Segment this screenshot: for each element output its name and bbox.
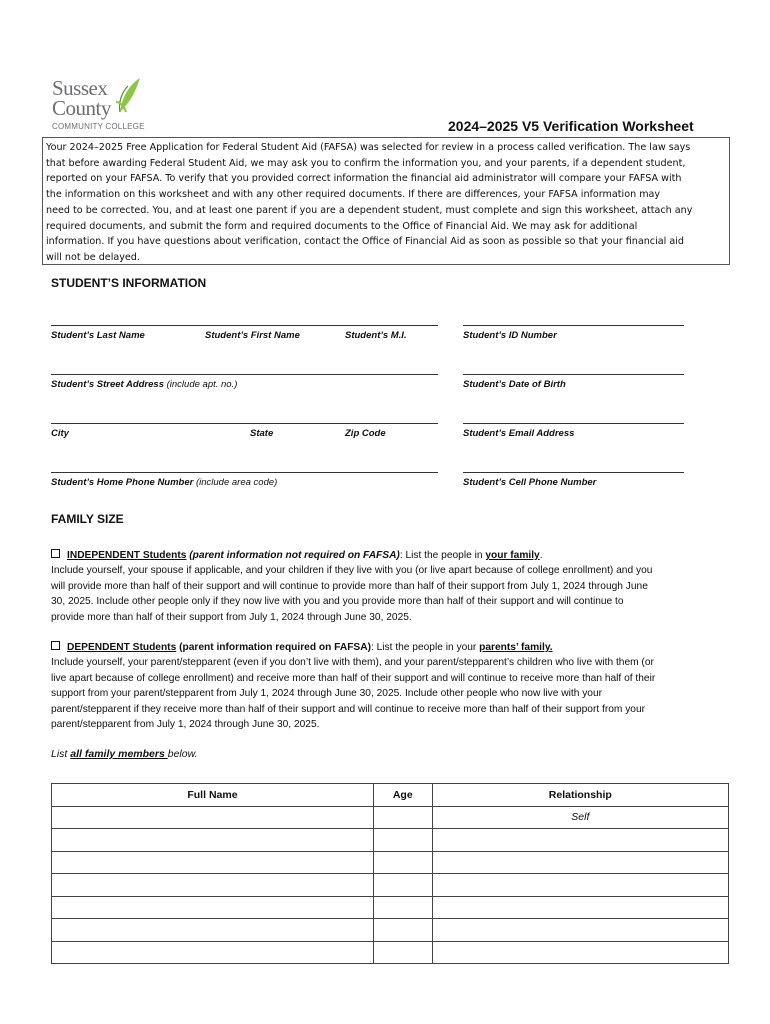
zip-label: Zip Code	[345, 428, 386, 439]
home-phone-note: (include area code)	[195, 477, 278, 488]
independent-paren: (parent information not required on FAFSA)	[189, 550, 400, 561]
first-name-label: Student’s First Name	[205, 330, 300, 341]
table-row	[52, 896, 729, 919]
street-label	[51, 379, 237, 390]
page-title: 2024–2025 V5 Verification Worksheet	[448, 118, 694, 134]
dependent-line: support from your parent/stepparent from July 1, 2024 through June 30, 2025. Include other people who now live with your	[51, 688, 603, 700]
family-size-heading: FAMILY SIZE	[51, 512, 124, 526]
email-field-line[interactable]	[463, 423, 684, 424]
street-label-text: Student’s Street Address	[51, 379, 164, 390]
full-name-cell[interactable]	[52, 829, 374, 852]
age-cell[interactable]	[373, 851, 432, 874]
id-field-line[interactable]	[463, 325, 684, 326]
intro-line: the information on this worksheet and with any other required documents. If there are differences, your FAFSA information may	[46, 189, 661, 201]
independent-line: Include yourself, your spouse if applicable, and your children if they live with you (or live apart because of college enrollment) and you	[51, 565, 653, 577]
table-row	[52, 874, 729, 897]
intro-line: that before awarding Federal Student Aid, we may ask you to confirm the information you, and your parents, if a dependent student,	[46, 157, 686, 169]
full-name-cell[interactable]	[52, 941, 374, 964]
college-logo	[48, 72, 158, 134]
relationship-cell[interactable]	[432, 851, 728, 874]
dependent-list-text: : List the people in your	[370, 642, 480, 653]
list-prefix: List	[51, 748, 71, 760]
logo-line-1: Sussex	[52, 76, 108, 100]
table-row	[52, 806, 729, 829]
full-name-cell[interactable]	[52, 896, 374, 919]
relationship-header: Relationship	[432, 784, 728, 807]
relationship-cell[interactable]	[432, 919, 728, 942]
logo-line-3: COMMUNITY COLLEGE	[52, 122, 145, 131]
age-cell[interactable]	[373, 941, 432, 964]
age-cell[interactable]	[373, 806, 432, 829]
age-cell[interactable]	[373, 829, 432, 852]
logo-line-2: County	[52, 96, 111, 120]
dependent-title: DEPENDENT Students	[67, 642, 177, 653]
intro-box	[42, 137, 730, 265]
dob-field-line[interactable]	[463, 374, 684, 375]
dependent-parents-family: parents’ family.	[479, 642, 553, 653]
address-field-line[interactable]	[51, 374, 438, 375]
last-name-label: Student’s Last Name	[51, 330, 145, 341]
table-header-row	[52, 784, 729, 807]
full-name-cell[interactable]	[52, 874, 374, 897]
table-row	[52, 919, 729, 942]
full-name-header: Full Name	[52, 784, 374, 807]
full-name-cell[interactable]	[52, 806, 374, 829]
full-name-cell[interactable]	[52, 919, 374, 942]
age-cell[interactable]	[373, 919, 432, 942]
dob-label: Student’s Date of Birth	[463, 379, 566, 390]
table-row	[52, 851, 729, 874]
relationship-cell[interactable]	[432, 829, 728, 852]
relationship-cell[interactable]	[432, 896, 728, 919]
home-phone-label-text: Student’s Home Phone Number	[51, 477, 194, 488]
family-members-table	[51, 783, 729, 964]
table-row	[52, 941, 729, 964]
independent-section	[51, 548, 731, 625]
intro-line: need to be corrected. You, and at least one parent if you are a dependent student, must complete and sign this worksheet, attach any	[46, 204, 693, 216]
list-instruction	[51, 748, 198, 760]
dependent-line: parent/stepparent from July 1, 2024 through June 30, 2025.	[51, 719, 320, 731]
student-info-heading: STUDENT’S INFORMATION	[51, 276, 207, 290]
city-field-line[interactable]	[51, 423, 438, 424]
cell-phone-field-line[interactable]	[463, 472, 684, 473]
dependent-line: Include yourself, your parent/stepparent (even if you don’t live with them), and your parent/stepparent’s children who live with them (or	[51, 657, 654, 669]
independent-your-family: your family	[485, 550, 540, 561]
full-name-cell[interactable]	[52, 851, 374, 874]
age-cell[interactable]	[373, 874, 432, 897]
dependent-paren: (parent information required on FAFSA)	[179, 642, 371, 653]
age-header: Age	[373, 784, 432, 807]
dependent-checkbox[interactable]	[51, 641, 60, 650]
list-bold: all family members	[70, 748, 168, 760]
city-label: City	[51, 428, 69, 439]
list-suffix: below.	[167, 748, 198, 760]
intro-line: reported on your FAFSA. To verify that you provided correct information the financial aid administrator will compare your FAFSA with	[46, 173, 682, 185]
mi-label: Student’s M.I.	[345, 330, 407, 341]
home-phone-label	[51, 477, 277, 488]
independent-checkbox[interactable]	[51, 549, 60, 558]
independent-line: 30, 2025. Include other people only if they now live with you and you provide more than half of their support and will continue to	[51, 596, 624, 608]
leaf-icon	[114, 72, 144, 116]
state-label: State	[250, 428, 274, 439]
age-cell[interactable]	[373, 896, 432, 919]
table-row	[52, 829, 729, 852]
home-phone-field-line[interactable]	[51, 472, 438, 473]
street-note: (include apt. no.)	[166, 379, 238, 390]
name-field-line[interactable]	[51, 325, 438, 326]
independent-heading-line: INDEPENDENT Students (parent information not required on FAFSA): List the people in your family.	[51, 548, 731, 563]
relationship-cell[interactable]	[432, 874, 728, 897]
intro-line: information. If you have questions about verification, contact the Office of Financial Aid as soon as possible so that your financial aid	[46, 236, 684, 248]
cell-phone-label: Student’s Cell Phone Number	[463, 477, 597, 488]
intro-line: will not be delayed.	[46, 251, 140, 263]
independent-line: will provide more than half of their support and will continue to provide more than half of their support from July 1, 2024 through June	[51, 580, 648, 592]
dependent-heading-line	[51, 640, 731, 655]
independent-line: provide more than half of their support from July 1, 2024 through June 30, 2025.	[51, 611, 412, 623]
relationship-cell[interactable]: Self	[432, 806, 728, 829]
relationship-cell[interactable]	[432, 941, 728, 964]
id-label: Student’s ID Number	[463, 330, 557, 341]
email-label: Student’s Email Address	[463, 428, 575, 439]
intro-line: required documents, and submit the form and required documents to the Office of Financial Aid. We may ask for additional	[46, 220, 638, 232]
intro-line: Your 2024–2025 Free Application for Federal Student Aid (FAFSA) was selected for review in a process called verification. The law says	[46, 142, 691, 153]
dependent-line: live apart because of college enrollment) and receive more than half of their support and will continue to receive more than half of their	[51, 672, 656, 684]
dependent-section	[51, 640, 731, 732]
dependent-line: parent/stepparent if they receive more than half of their support and will continue to receive more than half of their support from your	[51, 703, 646, 715]
independent-title: INDEPENDENT Students	[67, 550, 187, 561]
independent-list-text: : List the people in	[399, 550, 486, 561]
